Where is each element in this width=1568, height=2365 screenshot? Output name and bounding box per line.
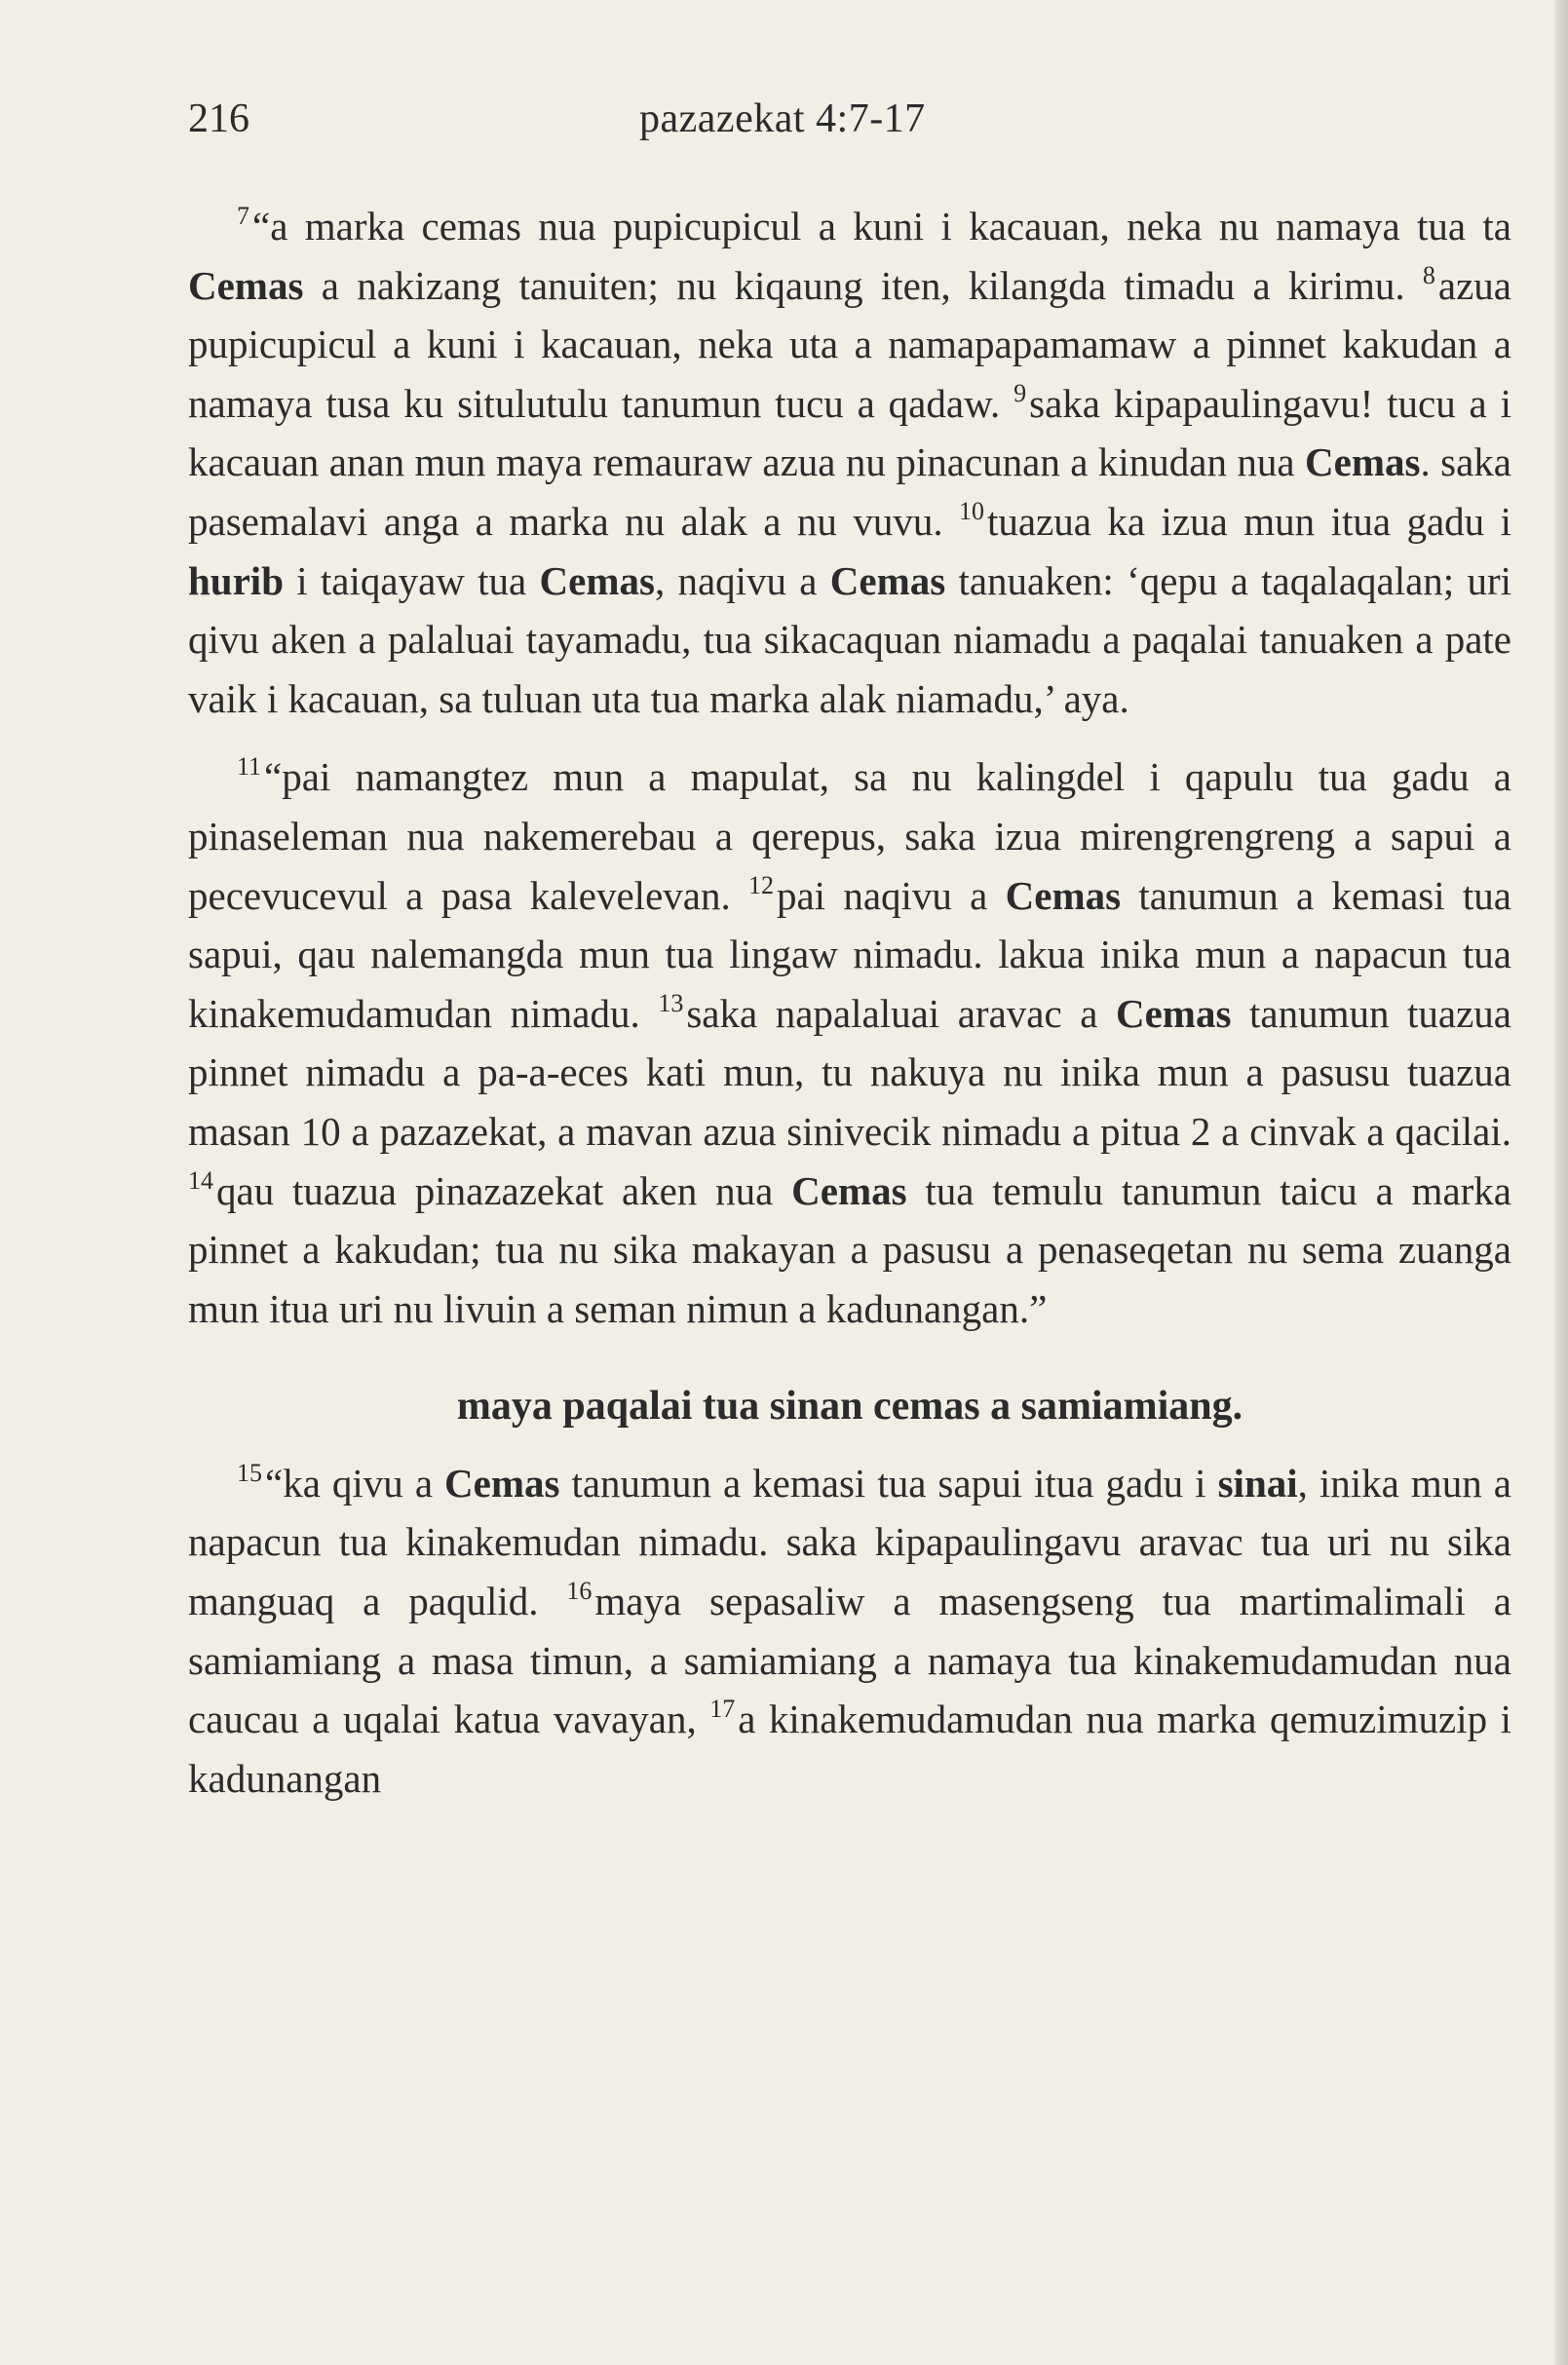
text-run: , naqivu a	[654, 557, 830, 603]
text-run: “a marka cemas nua pupicupicul a kuni i kacauan, neka nu namaya tua ta	[252, 204, 1511, 248]
text-run: tanumun a kemasi tua sapui itua gadu i	[559, 1460, 1218, 1506]
text-run: . saka pasemalavi anga a marka nu alak a nu vuvu.	[188, 439, 1511, 544]
verse-number: 8	[1422, 260, 1435, 289]
verse-number: 14	[188, 1165, 213, 1195]
bold-term: Cemas	[1005, 872, 1122, 918]
bold-term: Cemas	[1116, 990, 1232, 1036]
verse-number: 7	[237, 202, 249, 230]
bold-term: Cemas	[791, 1167, 907, 1213]
text-run: i taiqayaw tua	[284, 557, 540, 603]
text-run: tanuaken: ‘qepu a taqalaqalan; uri qivu aken a palaluai tayamadu, tua sikacaquan niamadu a paqalai tanuaken a pate vaik i kacauan, sa tuluan uta tua marka alak niamadu,’ aya.	[188, 557, 1512, 721]
paragraph	[188, 197, 1511, 728]
text-run: “ka qivu a	[265, 1460, 445, 1506]
paragraph	[188, 1454, 1511, 1809]
verse-number: 12	[747, 870, 774, 899]
paragraph	[188, 747, 1511, 1338]
text-run: tanumun a kemasi tua sapui, qau nalemangda mun tua lingaw nimadu. lakua inika mun a napacun tua kinakemudamudan nimadu.	[188, 872, 1511, 1036]
text-run: tanumun tuazua pinnet nimadu a pa-a-eces kati mun, tu nakuya nu inika mun a pasusu tuazua masan 10 a pazazekat, a mavan azua sinivecik nimadu a pitua 2 a cinvak a qacilai.	[188, 990, 1511, 1154]
text-run: azua pupicupicul a kuni i kacauan, neka uta a namapapamamaw a pinnet kakudan a namaya tusa ku situlutulu tanumun tucu a qadaw.	[188, 262, 1511, 426]
verse-number: 11	[237, 752, 262, 782]
verse-number: 9	[1013, 378, 1027, 407]
verse-number: 17	[709, 1695, 736, 1724]
verse-number: 15	[237, 1458, 262, 1487]
bold-term: hurib	[188, 557, 284, 603]
text-run: , inika mun a napacun tua kinakemudan nimadu. saka kipapaulingavu aravac tua uri nu sika manguaq a paqulid.	[188, 1460, 1512, 1624]
page-edge	[1554, 0, 1568, 2365]
page-number: 216	[188, 96, 249, 141]
section-heading: maya paqalai tua sinan cemas a samiamiang.	[456, 1384, 1243, 1430]
text-run: a nakizang tanuiten; nu kiqaung iten, kilangda timadu a kirimu.	[303, 262, 1423, 308]
text-run: a kinakemudamudan nua marka qemuzimuzip i kadunangan	[188, 1697, 1511, 1801]
text-run: maya sepasaliw a masengseng tua martimalimali a samiamiang a masa timun, a samiamiang a namaya tua kinakemudamudan nua caucau a uqalai katua vavayan,	[188, 1579, 1511, 1742]
verse-number: 13	[658, 988, 684, 1017]
bold-term: Cemas	[1305, 439, 1421, 485]
bold-term: Cemas	[188, 262, 304, 308]
verse-number: 10	[959, 496, 985, 525]
bold-term: Cemas	[539, 557, 655, 603]
text-run: tuazua ka izua mun itua gadu i	[987, 498, 1511, 544]
bold-term: sinai	[1217, 1460, 1298, 1506]
running-head: pazazekat 4:7-17	[639, 96, 926, 141]
page-header	[188, 90, 1515, 148]
text-run: saka kipapaulingavu! tucu a i kacauan anan mun maya remauraw azua nu pinacunan a kinudan nua	[188, 380, 1511, 485]
text-run: qau tuazua pinazazekat aken nua	[216, 1167, 792, 1213]
verse-number: 16	[566, 1577, 593, 1606]
bold-term: Cemas	[829, 557, 946, 603]
text-run: pai naqivu a	[776, 872, 1006, 918]
text-run: tua temulu tanumun taicu a marka pinnet a kakudan; tua nu sika makayan a pasusu a penaseqetan nu sema zuanga mun itua uri nu livuin a seman nimun a kadunangan.”	[188, 1167, 1511, 1331]
bold-term: Cemas	[444, 1460, 560, 1506]
text-body	[188, 197, 1511, 1808]
text-run: “pai namangtez mun a mapulat, sa nu kalingdel i qapulu tua gadu a pinaseleman nua nakemerebau a qerepus, saka izua mirengrengreng a sapui a pecevucevul a pasa kalevelevan.	[188, 754, 1511, 918]
text-run: saka napalaluai aravac a	[686, 990, 1116, 1036]
